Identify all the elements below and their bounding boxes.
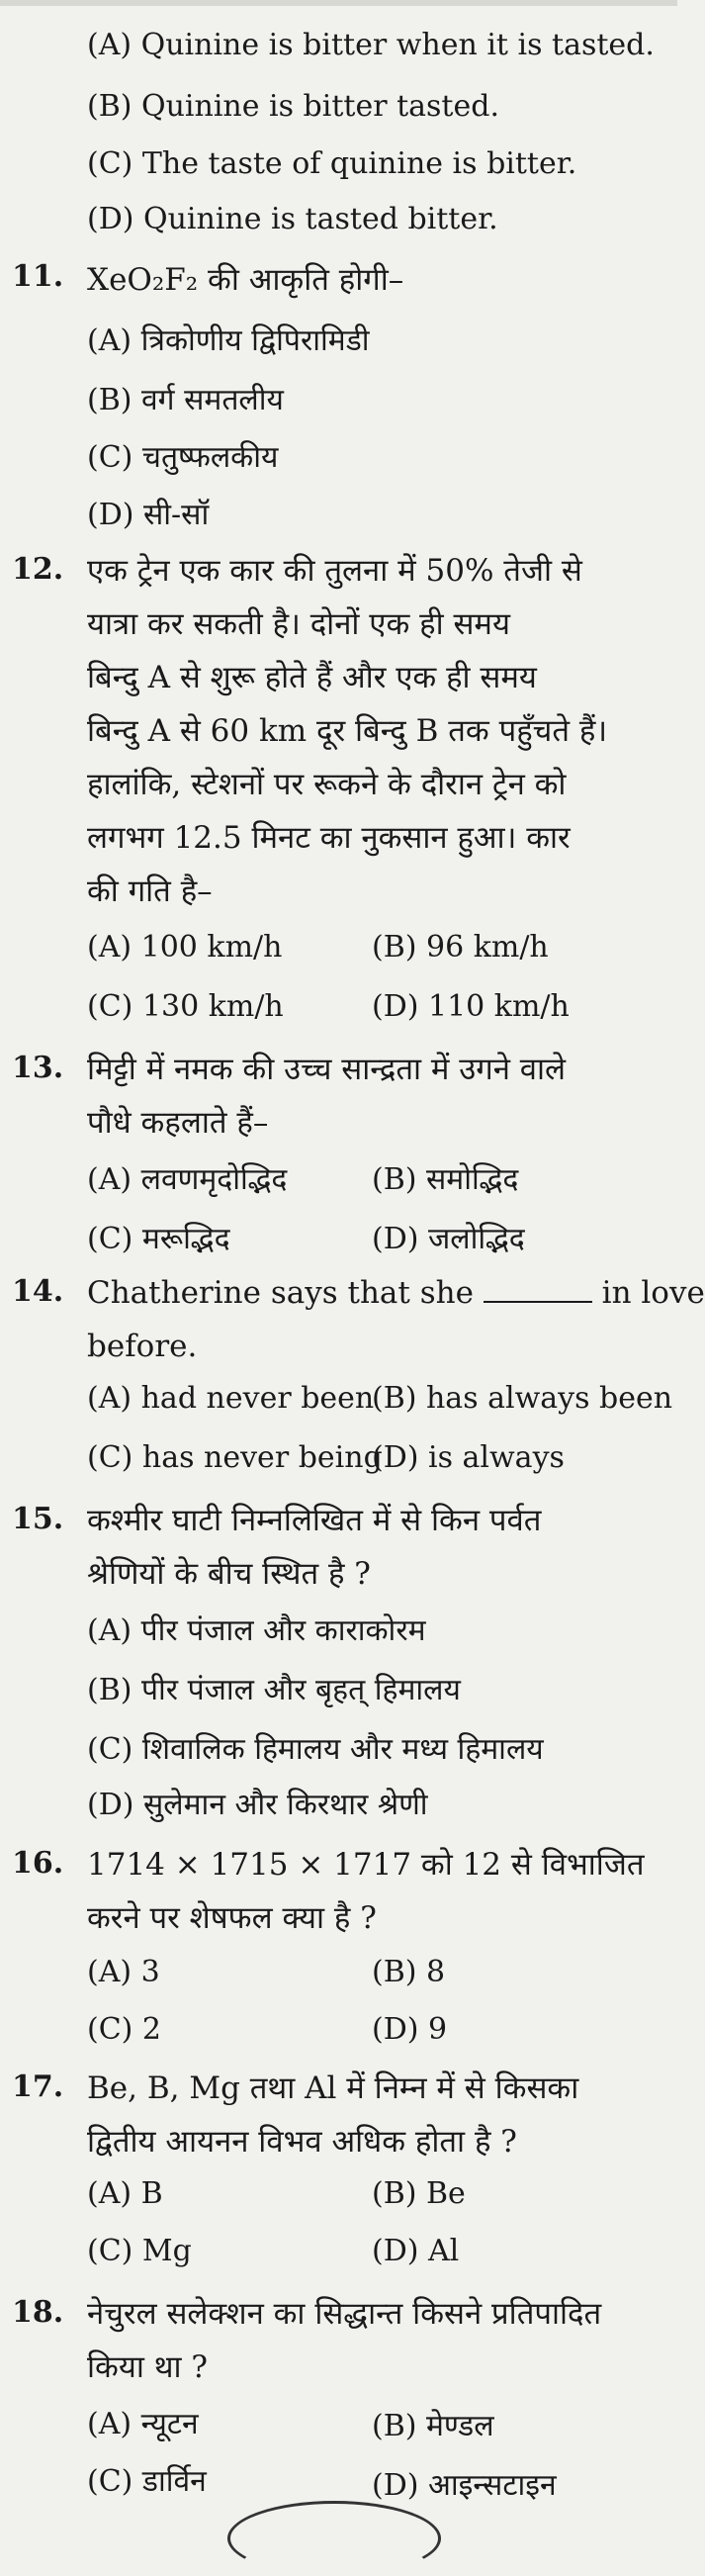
q11-text: XeO₂F₂ की आकृति होगी– xyxy=(87,262,404,298)
q12-option-d: (D) 110 km/h xyxy=(372,989,570,1024)
q16-number: 16. xyxy=(12,1846,64,1881)
q16-option-d: (D) 9 xyxy=(372,2012,448,2047)
q16-option-c: (C) 2 xyxy=(87,2012,161,2047)
q17-number: 17. xyxy=(12,2070,64,2104)
q11-option-a: (A) त्रिकोणीय द्विपिरामिडी xyxy=(87,323,370,358)
q12-line-4: बिन्दु A से 60 km दूर बिन्दु B तक पहुँचते हैं। xyxy=(87,713,608,749)
q14-text-end: in love xyxy=(601,1275,705,1311)
q16-line-1: 1714 × 1715 × 1717 को 12 से विभाजित xyxy=(87,1847,645,1883)
q17-option-d: (D) Al xyxy=(372,2234,460,2268)
q10-option-b: (B) Quinine is bitter tasted. xyxy=(87,89,499,124)
q14-line-1 xyxy=(87,1266,705,1320)
q18-option-c: (C) डार्विन xyxy=(87,2464,207,2499)
top-edge xyxy=(0,0,677,6)
q11-option-c: (C) चतुष्फलकीय xyxy=(87,440,279,475)
q10-option-a: (A) Quinine is bitter when it is tasted. xyxy=(87,28,655,62)
q15-line-1: कश्मीर घाटी निम्नलिखित में से किन पर्वत xyxy=(87,1503,542,1538)
q14-option-a: (A) had never been xyxy=(87,1381,375,1416)
q16-option-a: (A) 3 xyxy=(87,1955,160,1989)
q15-option-c: (C) शिवालिक हिमालय और मध्य हिमालय xyxy=(87,1732,544,1767)
q16-option-b: (B) 8 xyxy=(372,1955,446,1989)
q18-option-a: (A) न्यूटन xyxy=(87,2407,199,2441)
q15-number: 15. xyxy=(12,1502,64,1536)
q15-line-2: श्रेणियों के बीच स्थित है ? xyxy=(87,1556,371,1592)
q15-option-a: (A) पीर पंजाल और काराकोरम xyxy=(87,1613,426,1648)
q13-option-c: (C) मरूद्भिद xyxy=(87,1222,230,1256)
page-footer-arc xyxy=(227,2501,441,2576)
q11-option-d: (D) सी-सॉ xyxy=(87,498,210,532)
q12-line-6: लगभग 12.5 मिनट का नुकसान हुआ। कार xyxy=(87,820,571,856)
q18-line-1: नेचुरल सलेक्शन का सिद्धान्त किसने प्रतिपादित xyxy=(87,2296,602,2332)
q14-option-c: (C) has never being xyxy=(87,1440,383,1475)
q14-number: 14. xyxy=(12,1274,64,1309)
q12-number: 12. xyxy=(12,552,64,587)
q13-option-d: (D) जलोद्भिद xyxy=(372,1222,525,1256)
q13-line-2: पौधे कहलाते हैं– xyxy=(87,1105,269,1141)
q12-line-1: एक ट्रेन एक कार की तुलना में 50% तेजी से xyxy=(87,553,582,589)
q12-option-b: (B) 96 km/h xyxy=(372,930,549,965)
q17-option-b: (B) Be xyxy=(372,2176,466,2211)
q13-line-1: मिट्टी में नमक की उच्च सान्द्रता में उगने वाले xyxy=(87,1052,567,1087)
q14-line-2: before. xyxy=(87,1329,198,1364)
q12-line-3: बिन्दु A से शुरू होते हैं और एक ही समय xyxy=(87,660,537,695)
q15-option-d: (D) सुलेमान और किरथार श्रेणी xyxy=(87,1788,428,1822)
q12-line-2: यात्रा कर सकती है। दोनों एक ही समय xyxy=(87,606,510,642)
q17-line-1: Be, B, Mg तथा Al में निम्न में से किसका xyxy=(87,2070,579,2106)
q18-option-d: (D) आइन्सटाइन xyxy=(372,2468,557,2503)
q13-number: 13. xyxy=(12,1051,64,1085)
q12-line-7: की गति है– xyxy=(87,874,213,909)
q10-option-c: (C) The taste of quinine is bitter. xyxy=(87,146,577,181)
q10-option-d: (D) Quinine is tasted bitter. xyxy=(87,202,498,236)
q18-number: 18. xyxy=(12,2295,64,2330)
q13-option-b: (B) समोद्भिद xyxy=(372,1162,519,1197)
q11-number: 11. xyxy=(12,259,64,294)
q15-option-b: (B) पीर पंजाल और बृहत् हिमालय xyxy=(87,1673,461,1707)
q12-line-5: हालांकि, स्टेशनों पर रूकने के दौरान ट्रेन को xyxy=(87,767,567,802)
q17-option-a: (A) B xyxy=(87,2176,163,2211)
q18-option-b: (B) मेण्डल xyxy=(372,2409,494,2443)
q17-option-c: (C) Mg xyxy=(87,2234,192,2268)
q12-option-a: (A) 100 km/h xyxy=(87,930,283,965)
q14-option-d: (D) is always xyxy=(372,1440,565,1475)
q18-line-2: किया था ? xyxy=(87,2349,209,2385)
q14-option-b: (B) has always been xyxy=(372,1381,673,1416)
q14-text-start: Chatherine says that she xyxy=(87,1275,474,1311)
q16-line-2: करने पर शेषफल क्या है ? xyxy=(87,1900,377,1936)
q11-option-b: (B) वर्ग समतलीय xyxy=(87,383,284,417)
answer-blank xyxy=(484,1273,592,1303)
q13-option-a: (A) लवणमृदोद्भिद xyxy=(87,1162,288,1197)
q17-line-2: द्वितीय आयनन विभव अधिक होता है ? xyxy=(87,2124,517,2160)
q12-option-c: (C) 130 km/h xyxy=(87,989,284,1024)
